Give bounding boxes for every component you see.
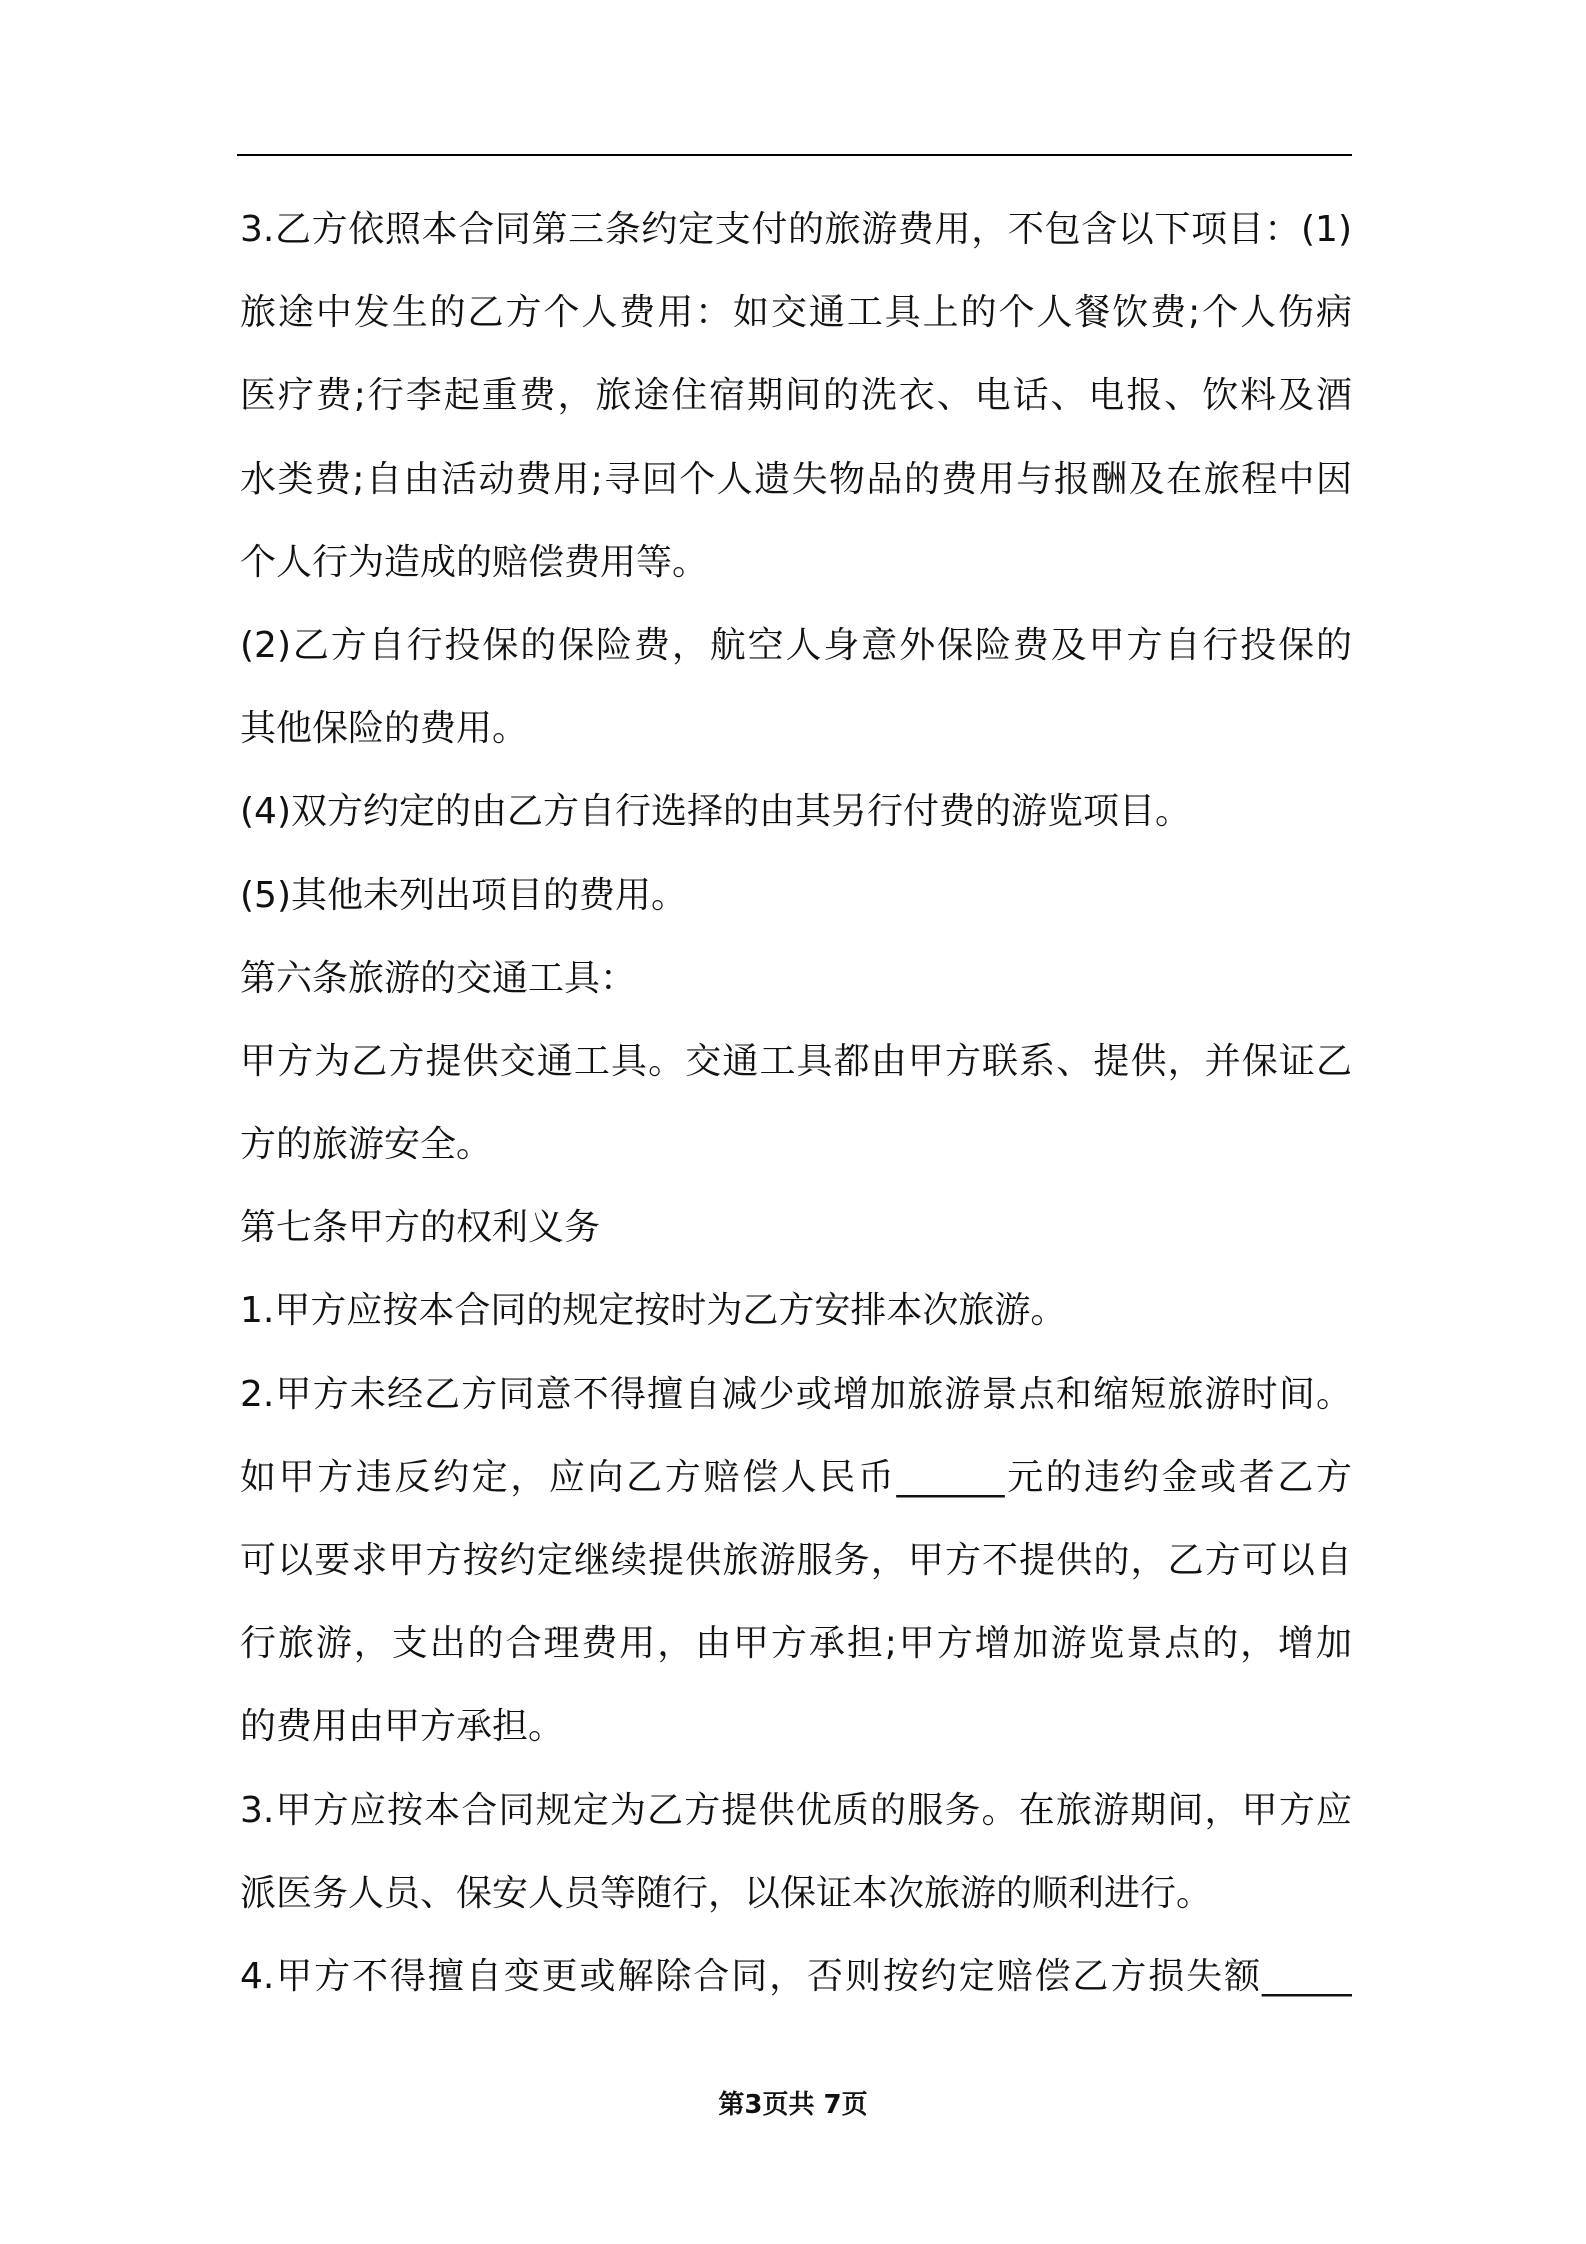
paragraph [240, 770, 1352, 853]
text-line: 行旅游，支出的合理费用，由甲方承担;甲方增加游览景点的，增加 [240, 1623, 1352, 1665]
paragraph [240, 604, 1352, 770]
text-line: 派医务人员、保安人员等随行，以保证本次旅游的顺利进行。 [240, 1872, 1213, 1914]
section-heading [240, 1186, 1352, 1269]
text-line: 1.甲方应按本合同的规定按时为乙方安排本次旅游。 [240, 1290, 1067, 1332]
paragraph [240, 1269, 1352, 1352]
header-rule [237, 154, 1352, 156]
paragraph [240, 1353, 1352, 1769]
paragraph [240, 188, 1352, 604]
text-line: 的费用由甲方承担。 [240, 1706, 565, 1748]
text-line: 旅途中发生的乙方个人费用：如交通工具上的个人餐饮费;个人伤病 [240, 292, 1352, 334]
text-line: 甲方为乙方提供交通工具。交通工具都由甲方联系、提供，并保证乙 [240, 1040, 1352, 1082]
section-heading [240, 937, 1352, 1020]
text-line: 3.乙方依照本合同第三条约定支付的旅游费用，不包含以下项目：(1) [240, 209, 1352, 250]
text-line: (2)乙方自行投保的保险费，航空人身意外保险费及甲方自行投保的 [240, 624, 1352, 666]
text-line: 4.甲方不得擅自变更或解除合同，否则按约定赔偿乙方损失额_____ [240, 1955, 1352, 1997]
paragraph [240, 1020, 1352, 1186]
document-body [240, 188, 1352, 2018]
text-line: 水类费;自由活动费用;寻回个人遗失物品的费用与报酬及在旅程中因 [240, 458, 1352, 500]
paragraph [240, 854, 1352, 937]
text-line: 第七条甲方的权利义务 [240, 1207, 601, 1249]
text-line: 3.甲方应按本合同规定为乙方提供优质的服务。在旅游期间，甲方应 [240, 1789, 1352, 1831]
page-number: 第3页共 7页 [718, 2090, 868, 2120]
paragraph [240, 1935, 1352, 2018]
text-line: 个人行为造成的赔偿费用等。 [240, 541, 709, 583]
text-line: 方的旅游安全。 [240, 1124, 493, 1166]
text-line: 2.甲方未经乙方同意不得擅自减少或增加旅游景点和缩短旅游时间。 [240, 1373, 1352, 1415]
paragraph [240, 1769, 1352, 1935]
text-line: 其他保险的费用。 [240, 708, 529, 750]
text-line: 第六条旅游的交通工具： [240, 957, 637, 999]
text-line: 如甲方违反约定，应向乙方赔偿人民币______元的违约金或者乙方 [240, 1456, 1352, 1498]
text-line: 医疗费;行李起重费，旅途住宿期间的洗衣、电话、电报、饮料及酒 [240, 375, 1352, 417]
text-line: (5)其他未列出项目的费用。 [240, 874, 687, 916]
text-line: (4)双方约定的由乙方自行选择的由其另行付费的游览项目。 [240, 791, 1191, 833]
text-line: 可以要求甲方按约定继续提供旅游服务，甲方不提供的，乙方可以自 [240, 1540, 1352, 1581]
